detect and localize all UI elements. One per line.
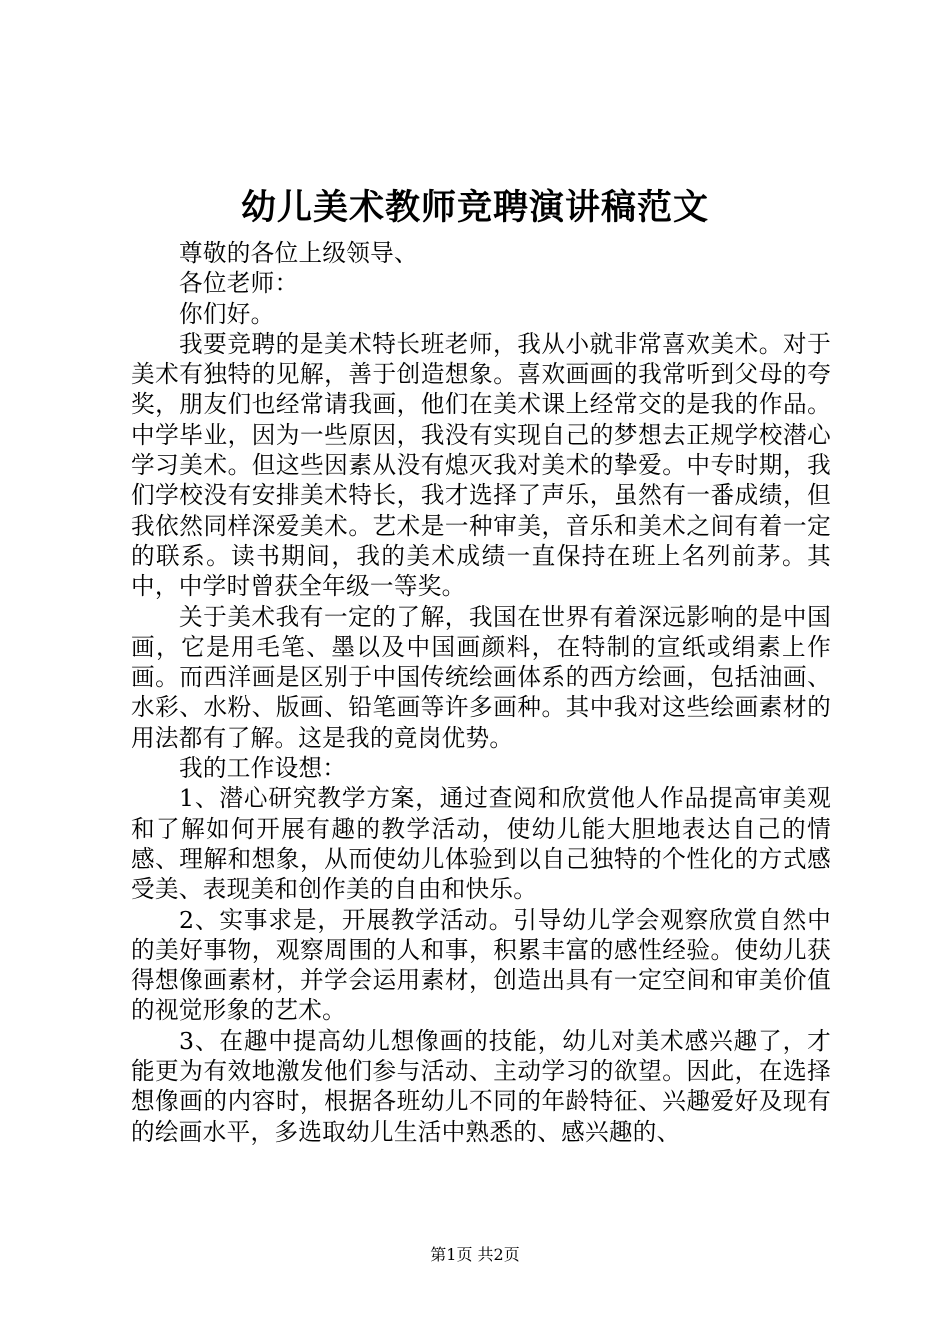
paragraph: 我要竞聘的是美术特长班老师，我从小就非常喜欢美术。对于美术有独特的见解，善于创造想象。喜欢画画的我常听到父母的夸奖，朋友们也经常请我画，他们在美术课上经常交的是我的作品。中学毕业，因为一些原因，我没有实现自己的梦想去正规学校潜心学习美术。但这些因素从没有熄灭我对美术的挚爱。中专时期，我们学校没有安排美术特长，我才选择了声乐，虽然有一番成绩，但我依然同样深爱美术。艺术是一种审美，音乐和美术之间有着一定的联系。读书期间，我的美术成绩一直保持在班上名列前茅。其中，中学时曾获全年级一等奖。 [131, 329, 831, 601]
paragraph: 3、在趣中提高幼儿想像画的技能，幼儿对美术感兴趣了，才能更为有效地激发他们参与活动、主动学习的欲望。因此，在选择想像画的内容时，根据各班幼儿不同的年龄特征、兴趣爱好及现有的绘画水平，多选取幼儿生活中熟悉的、感兴趣的、 [131, 1026, 831, 1146]
paragraph: 2、实事求是，开展教学活动。引导幼儿学会观察欣赏自然中的美好事物，观察周围的人和事，积累丰富的感性经验。使幼儿获得想像画素材，并学会运用素材，创造出具有一定空间和审美价值的视觉形象的艺术。 [131, 905, 831, 1025]
paragraph: 我的工作设想： [179, 754, 347, 783]
paragraph: 1、潜心研究教学方案，通过查阅和欣赏他人作品提高审美观和了解如何开展有趣的教学活动，使幼儿能大胆地表达自己的情感、理解和想象，从而使幼儿体验到以自己独特的个性化的方式感受美、表现美和创作美的自由和快乐。 [131, 784, 831, 904]
paragraph: 关于美术我有一定的了解，我国在世界有着深远影响的是中国画，它是用毛笔、墨以及中国画颜料，在特制的宣纸或绢素上作画。而西洋画是区别于中国传统绘画体系的西方绘画，包括油画、水彩、水粉、版画、铅笔画等许多画种。其中我对这些绘画素材的用法都有了解。这是我的竟岗优势。 [131, 602, 831, 752]
document-body [131, 238, 831, 1147]
paragraph: 你们好。 [179, 299, 275, 328]
page-footer: 第1页 共2页 [430, 1245, 520, 1264]
document-title: 幼儿美术教师竞聘演讲稿范文 [240, 187, 709, 228]
paragraph: 各位老师： [179, 269, 299, 298]
paragraph: 尊敬的各位上级领导、 [179, 239, 418, 267]
